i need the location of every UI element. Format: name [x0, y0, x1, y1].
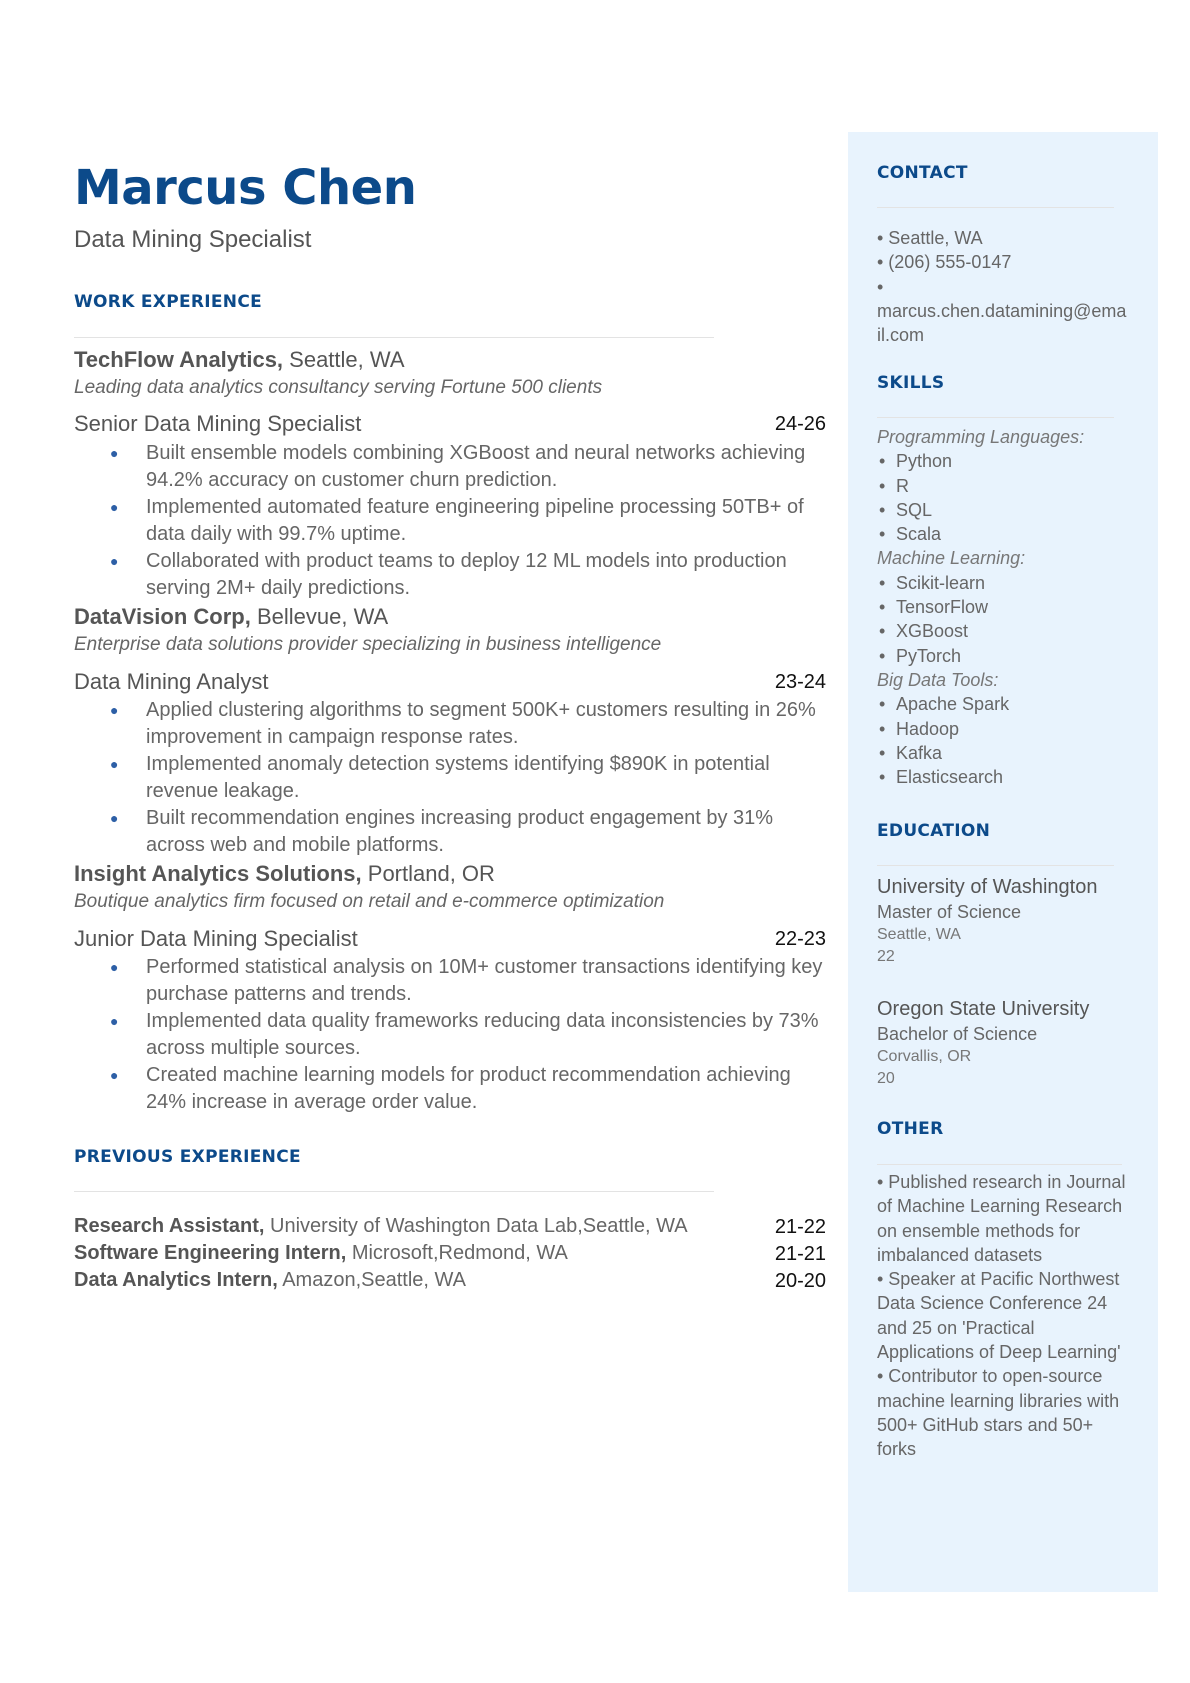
candidate-title: Data Mining Specialist [74, 226, 312, 253]
list-item: ● Applied clustering algorithms to segment 500K+ customers resulting in 26% improvement in campaign response rates. [108, 697, 828, 751]
job-bullets [108, 954, 828, 1116]
previous-role-org: Amazon,Seattle, WA [277, 1269, 466, 1291]
job-dates: 23-24 [774, 671, 826, 693]
job-bullets [108, 697, 828, 859]
company-tagline: Boutique analytics firm focused on retail and e-commerce optimization [74, 891, 665, 912]
previous-role-row [74, 1215, 688, 1238]
skill-category: Machine Learning: [877, 548, 1026, 569]
section-heading-contact: CONTACT [877, 163, 968, 183]
education-location: Corvallis, OR [877, 1048, 972, 1065]
other-item-cont: and 25 on 'Practical [877, 1317, 1035, 1338]
company-name: TechFlow Analytics, [74, 347, 284, 372]
other-item-cont: machine learning libraries with [877, 1390, 1120, 1411]
skill-item: • Hadoop [877, 717, 1084, 741]
company-name: Insight Analytics Solutions, [74, 861, 362, 886]
other-item: • Published research in Journal [877, 1172, 1126, 1192]
list-item: ● Implemented anomaly detection systems identifying $890K in potential revenue leakage. [108, 751, 828, 805]
section-heading-other: OTHER [877, 1119, 944, 1139]
list-item: ● Built ensemble models combining XGBoost and neural networks achieving 94.2% accuracy on customer churn prediction. [108, 440, 828, 494]
company-line [74, 347, 405, 373]
previous-role-title: Data Analytics Intern, [74, 1269, 278, 1291]
section-divider [877, 865, 1114, 866]
skill-item: • Scikit-learn [877, 571, 1084, 595]
list-item: ● Implemented automated feature engineering pipeline processing 50TB+ of data daily with 99.7% uptime. [108, 494, 828, 548]
skill-category: Big Data Tools: [877, 669, 999, 690]
other-item-cont: 500+ GitHub stars and 50+ [877, 1414, 1094, 1435]
previous-role-title: Software Engineering Intern, [74, 1242, 347, 1264]
previous-role-dates: 21-21 [774, 1243, 826, 1265]
skill-item: • R [877, 474, 1084, 498]
education-entry [877, 996, 1089, 1090]
education-degree: Bachelor of Science [877, 1024, 1038, 1044]
list-item: ● Created machine learning models for product recommendation achieving 24% increase in average order value. [108, 1062, 828, 1116]
candidate-name: Marcus Chen [74, 160, 417, 216]
company-location: Seattle, WA [283, 347, 405, 372]
job-role: Junior Data Mining Specialist [74, 926, 358, 951]
company-line [74, 861, 495, 887]
list-item: ● Built recommendation engines increasing product engagement by 31% across web and mobile platforms. [108, 805, 828, 859]
skill-item: • Apache Spark [877, 692, 1084, 716]
company-location: Portland, OR [361, 861, 495, 886]
section-heading-work-experience: WORK EXPERIENCE [74, 292, 263, 312]
previous-role-row [74, 1269, 466, 1292]
contact-list [877, 226, 1126, 347]
skills-list [877, 425, 1084, 789]
previous-role-title: Research Assistant, [74, 1215, 265, 1237]
contact-email-cont[interactable]: il.com [877, 325, 925, 346]
previous-role-dates: 21-22 [774, 1216, 826, 1238]
previous-role-org: Microsoft,Redmond, WA [346, 1242, 568, 1264]
job-role: Senior Data Mining Specialist [74, 411, 362, 436]
skill-item: • SQL [877, 498, 1084, 522]
contact-location: • Seattle, WA [877, 228, 983, 248]
job-bullets [108, 440, 828, 602]
education-school: University of Washington [877, 876, 1098, 898]
job-dates: 24-26 [774, 413, 826, 435]
education-location: Seattle, WA [877, 926, 961, 943]
skill-item: • Kafka [877, 741, 1084, 765]
other-list [877, 1170, 1127, 1462]
previous-role-org: University of Washington Data Lab,Seattle, WA [264, 1215, 688, 1237]
section-divider [877, 417, 1114, 418]
company-location: Bellevue, WA [250, 604, 389, 629]
education-degree: Master of Science [877, 902, 1022, 922]
skill-item: • XGBoost [877, 619, 1084, 643]
list-item: ● Performed statistical analysis on 10M+ customer transactions identifying key purchase patterns and trends. [108, 954, 828, 1008]
other-item-cont: Applications of Deep Learning' [877, 1342, 1121, 1363]
company-name: DataVision Corp, [74, 604, 251, 629]
skill-item: • TensorFlow [877, 595, 1084, 619]
section-divider [877, 1164, 1122, 1165]
previous-role-row [74, 1242, 568, 1265]
other-item-cont: forks [877, 1439, 917, 1460]
company-tagline: Leading data analytics consultancy serving Fortune 500 clients [74, 377, 603, 398]
job-dates: 22-23 [774, 928, 826, 950]
section-heading-skills: SKILLS [877, 373, 945, 393]
list-item: ● Collaborated with product teams to deploy 12 ML models into production serving 2M+ daily predictions. [108, 548, 828, 602]
section-heading-previous-experience: PREVIOUS EXPERIENCE [74, 1147, 301, 1167]
other-item-cont: Data Science Conference 24 [877, 1293, 1108, 1314]
other-item-cont: on ensemble methods for [877, 1220, 1081, 1241]
contact-phone: • (206) 555-0147 [877, 252, 1012, 273]
other-item: • Speaker at Pacific Northwest [877, 1269, 1120, 1290]
list-item: ● Implemented data quality frameworks reducing data inconsistencies by 73% across multiple sources. [108, 1008, 828, 1062]
skill-item: • Scala [877, 522, 1084, 546]
education-year: 22 [877, 948, 895, 965]
skill-item: • Elasticsearch [877, 765, 1084, 789]
contact-email[interactable]: marcus.chen.datamining@ema [877, 300, 1127, 321]
company-line [74, 604, 388, 630]
section-heading-education: EDUCATION [877, 821, 991, 841]
section-divider [877, 207, 1114, 208]
skill-item: • Python [877, 449, 1084, 473]
other-item-cont: imbalanced datasets [877, 1244, 1043, 1265]
section-divider [74, 337, 714, 338]
education-school: Oregon State University [877, 998, 1090, 1020]
job-role: Data Mining Analyst [74, 669, 269, 694]
other-item: • Contributor to open-source [877, 1366, 1103, 1387]
other-item-cont: of Machine Learning Research [877, 1196, 1123, 1217]
education-entry [877, 874, 1097, 968]
skill-category: Programming Languages: [877, 427, 1085, 447]
previous-role-dates: 20-20 [774, 1270, 826, 1292]
section-divider [74, 1191, 714, 1192]
contact-email-bullet: • [877, 276, 884, 297]
skill-item: • PyTorch [877, 644, 1084, 668]
education-year: 20 [877, 1070, 895, 1087]
company-tagline: Enterprise data solutions provider specializing in business intelligence [74, 634, 662, 655]
